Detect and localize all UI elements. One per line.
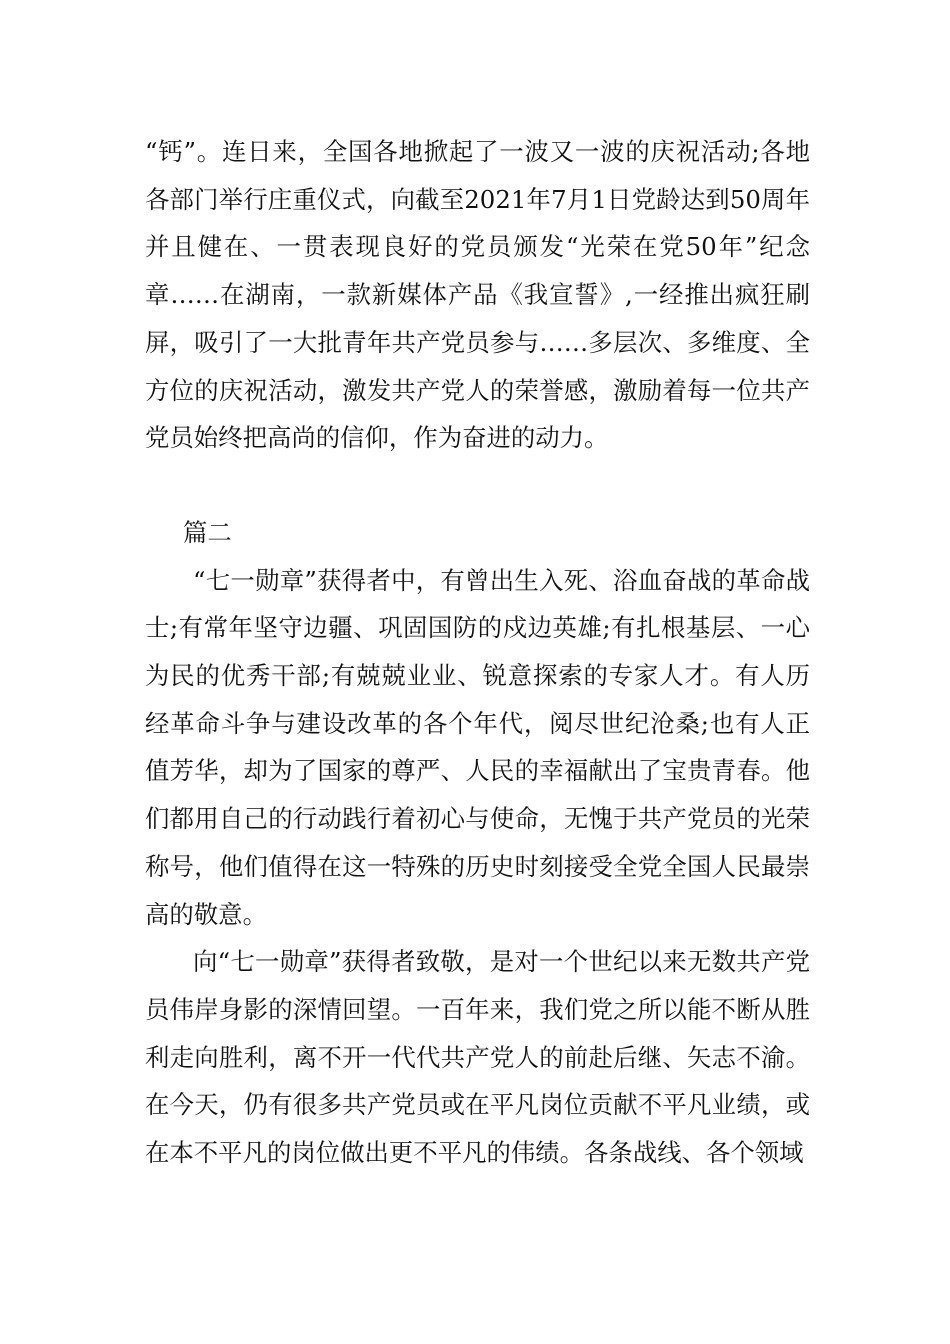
section-heading: 篇二 [183,517,232,547]
document-body [145,128,810,1177]
paragraph-tribute: 向“七一勋章”获得者致敬，是对一个世纪以来无数共产党员伟岸身影的深情回望。一百年来，我们党之所以能不断从胜利走向胜利，离不开一代代共产党人的前赴后继、矢志不渝。在今天，仍有很多共产党员或在平凡岗位贡献不平凡业绩，或在本不平凡的岗位做出更不平凡的伟绩。各条战线、各个领域 [145,947,810,1168]
paragraph-medal-recipients: “七一勋章”获得者中，有曾出生入死、浴血奋战的革命战士;有常年坚守边疆、巩固国防的戍边英雄;有扎根基层、一心为民的优秀干部;有兢兢业业、锐意探索的专家人才。有人历经革命斗争与建设改革的各个年代，阅尽世纪沧桑;也有人正值芳华，却为了国家的尊严、人民的幸福献出了宝贵青春。他们都用自己的行动践行着初心与使命，无愧于共产党员的光荣称号，他们值得在这一特殊的历史时刻接受全党全国人民最崇高的敬意。 [145,565,810,929]
paragraph-celebrations: “钙”。连日来，全国各地掀起了一波又一波的庆祝活动;各地各部门举行庄重仪式，向截至2021年7月1日党龄达到50周年并且健在、一贯表现良好的党员颁发“光荣在党50年”纪念章……在湖南，一款新媒体产品《我宣誓》,一经推出疯狂刷屏，吸引了一大批青年共产党员参与……多层次、多维度、全方位的庆祝活动，激发共产党人的荣誉感，激励着每一位共产党员始终把高尚的信仰，作为奋进的动力。 [145,137,810,453]
